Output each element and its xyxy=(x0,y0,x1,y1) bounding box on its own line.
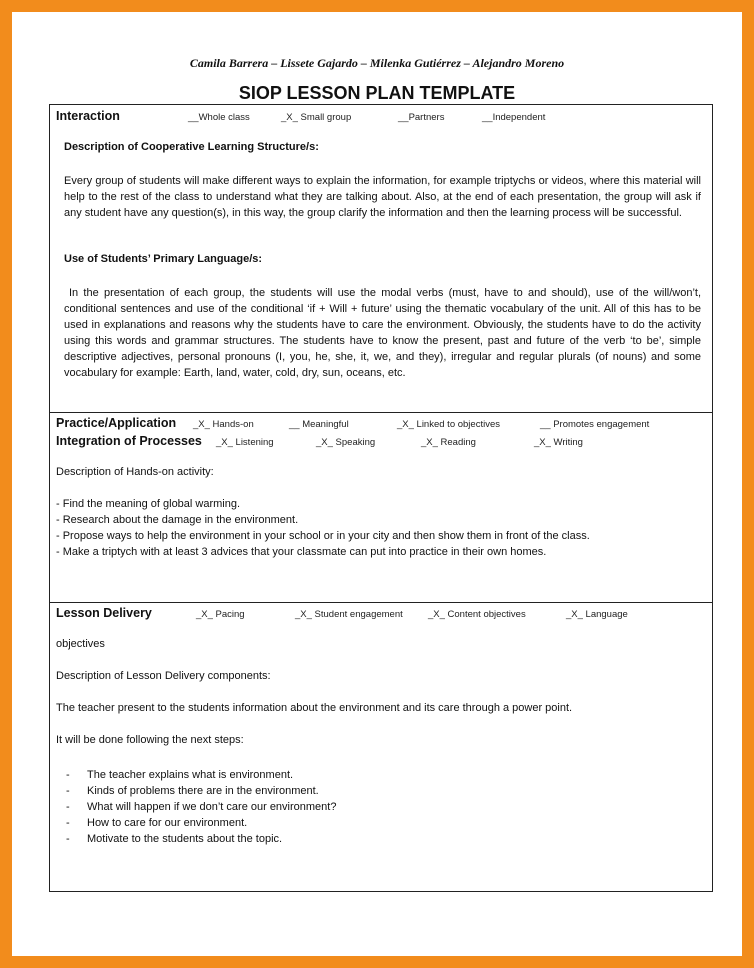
hands-on-description-heading: Description of Hands-on activity: xyxy=(56,466,214,478)
list-item: Kinds of problems there are in the environment. xyxy=(87,785,319,797)
coop-heading: Description of Cooperative Learning Structure/s: xyxy=(64,141,319,153)
bullet-dash: - xyxy=(66,769,70,781)
delivery-description-heading: Description of Lesson Delivery components: xyxy=(56,670,271,682)
document-title: SIOP LESSON PLAN TEMPLATE xyxy=(238,83,516,103)
interaction-section xyxy=(50,105,712,413)
option-linked-objectives: _X_ Linked to objectives xyxy=(397,419,500,430)
language-paragraph: In the presentation of each group, the students will use the modal verbs (must, have to and should), use of the will/won’t, conditional sentences and use of the conditional ‘if + Will + future’ using the thematic vocabulary of the unit. All of this has to be used in explanations and reasons why the students have to care the environment. Obviously, the students have to do the activity using this words and grammar structures. The students have to know the present, past and future of the verb ‘to be’, simple descriptive adjectives, personal pronouns (I, you, he, she, it, we, and they), irregular and regular plurals (of nouns) and some vocabulary for example: Earth, land, water, cold, dry, sun, oceans, etc. xyxy=(64,287,701,379)
lesson-plan-table xyxy=(49,104,713,892)
bullet-dash: - xyxy=(66,817,70,829)
list-item: - Make a triptych with at least 3 advices that your classmate can put into practice in their own homes. xyxy=(56,546,547,558)
option-listening: _X_ Listening xyxy=(216,437,274,448)
option-pacing: _X_ Pacing xyxy=(196,609,245,620)
options-continued: objectives xyxy=(56,638,105,650)
interaction-heading: Interaction xyxy=(56,109,120,123)
option-content-objectives: _X_ Content objectives xyxy=(428,609,526,620)
list-item: - Find the meaning of global warming. xyxy=(56,498,241,510)
steps-intro: It will be done following the next steps: xyxy=(56,734,244,746)
option-student-engagement: _X_ Student engagement xyxy=(295,609,403,620)
practice-section xyxy=(50,412,712,603)
list-item: Motivate to the students about the topic. xyxy=(87,833,283,845)
document-page xyxy=(12,12,742,956)
option-hands-on: _X_ Hands-on xyxy=(193,419,254,430)
option-independent: __Independent xyxy=(482,112,546,123)
authors-line: Camila Barrera – Lissete Gajardo – Milenka Gutiérrez – Alejandro Moreno xyxy=(189,56,565,70)
option-speaking: _X_ Speaking xyxy=(316,437,376,448)
option-partners: __Partners xyxy=(398,112,445,123)
option-whole-class: __Whole class xyxy=(188,112,250,123)
bullet-dash: - xyxy=(66,785,70,797)
bullet-dash: - xyxy=(66,833,70,845)
option-promotes-engagement: __ Promotes engagement xyxy=(540,419,650,430)
list-item: - Propose ways to help the environment in your school or in your city and then show them in front of the class. xyxy=(56,530,590,542)
delivery-section xyxy=(50,602,712,891)
list-item: - Research about the damage in the environment. xyxy=(56,514,299,526)
delivery-heading: Lesson Delivery xyxy=(56,606,152,620)
practice-heading: Practice/Application xyxy=(56,416,177,430)
delivery-intro: The teacher present to the students information about the environment and its care through a power point. xyxy=(56,702,573,714)
list-item: The teacher explains what is environment. xyxy=(87,769,294,781)
bullet-dash: - xyxy=(66,801,70,813)
option-small-group: _X_ Small group xyxy=(281,112,352,123)
language-heading: Use of Students’ Primary Language/s: xyxy=(64,253,263,265)
option-writing: _X_ Writing xyxy=(534,437,583,448)
coop-paragraph: Every group of students will make different ways to explain the information, for example triptychs or videos, where this material will help to the rest of the class to understand what they are talking about. Also, at the end of each presentation, the group will ask if any student have any question(s), in this way, the group clarify the information and then the learning process will be successful. xyxy=(64,175,701,219)
option-language: _X_ Language xyxy=(566,609,628,620)
option-reading: _X_ Reading xyxy=(421,437,476,448)
list-item: How to care for our environment. xyxy=(87,817,248,829)
integration-heading: Integration of Processes xyxy=(56,434,202,448)
option-meaningful: __ Meaningful xyxy=(289,419,349,430)
list-item: What will happen if we don’t care our environment? xyxy=(87,801,337,813)
